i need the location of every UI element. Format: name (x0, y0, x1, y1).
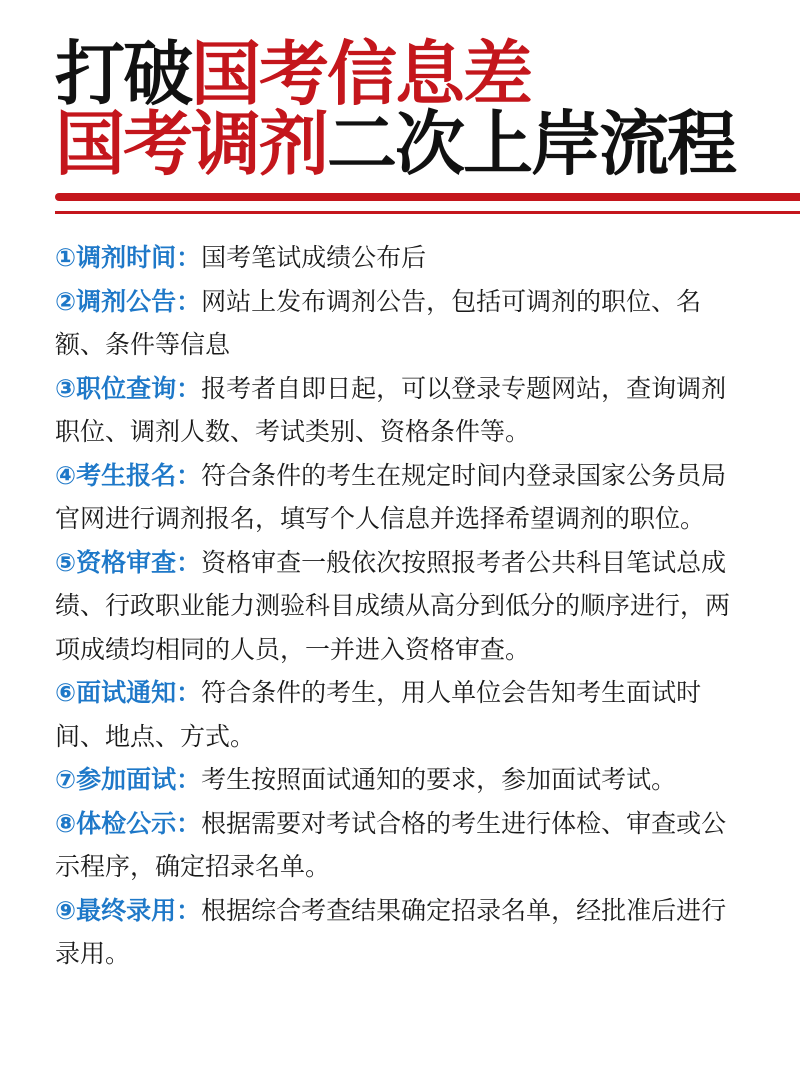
title-red-part: 国考调剂 (55, 103, 327, 185)
step-label: ④考生报名： (55, 460, 202, 490)
step-item (55, 671, 747, 758)
step-item (55, 367, 747, 454)
step-label: ⑥面试通知： (55, 678, 202, 707)
step-text: 根据需要对考试合格的考生进行体检、审查或公示程序，确定招录名单。 (55, 808, 727, 881)
step-label: ⑨最终录用： (55, 895, 202, 925)
process-steps (55, 236, 747, 976)
step-label: ⑤资格审查： (55, 547, 202, 577)
step-item (55, 889, 747, 976)
title-line-1 (55, 33, 531, 115)
title-red-part: 国考信息差 (191, 33, 531, 115)
step-item (55, 454, 747, 541)
title-black-part: 二次上岸流程 (327, 103, 735, 185)
divider-thick (55, 193, 800, 201)
step-text: 根据综合考查结果确定招录名单，经批准后进行录用。 (55, 895, 727, 968)
step-text: 符合条件的考生在规定时间内登录国家公务员局官网进行调剂报名，填写个人信息并选择希望调剂的职位。 (55, 460, 727, 533)
step-label: ⑧体检公示： (55, 808, 202, 838)
step-text: 报考者自即日起，可以登录专题网站，查询调剂职位、调剂人数、考试类别、资格条件等。 (55, 373, 727, 446)
step-item (55, 236, 747, 280)
step-item (55, 802, 747, 889)
step-text: 国考笔试成绩公布后 (201, 243, 427, 272)
step-text: 网站上发布调剂公告，包括可调剂的职位、名额、条件等信息 (55, 286, 702, 359)
step-text: 资格审查一般依次按照报考者公共科目笔试总成绩、行政职业能力测验科目成绩从高分到低分的顺序进行，两项成绩均相同的人员，一并进入资格审查。 (55, 547, 731, 664)
title-line-2 (55, 103, 735, 185)
step-label: ②调剂公告： (55, 286, 202, 316)
step-item (55, 541, 747, 672)
step-item (55, 758, 747, 802)
divider-thin (55, 211, 800, 214)
step-text: 符合条件的考生，用人单位会告知考生面试时间、地点、方式。 (55, 678, 702, 751)
step-label: ⑦参加面试： (55, 765, 202, 794)
title-black-part: 打破 (55, 33, 191, 115)
step-label: ①调剂时间： (55, 243, 202, 272)
step-text: 考生按照面试通知的要求，参加面试考试。 (201, 765, 677, 794)
step-label: ③职位查询： (55, 373, 202, 403)
step-item (55, 280, 747, 367)
